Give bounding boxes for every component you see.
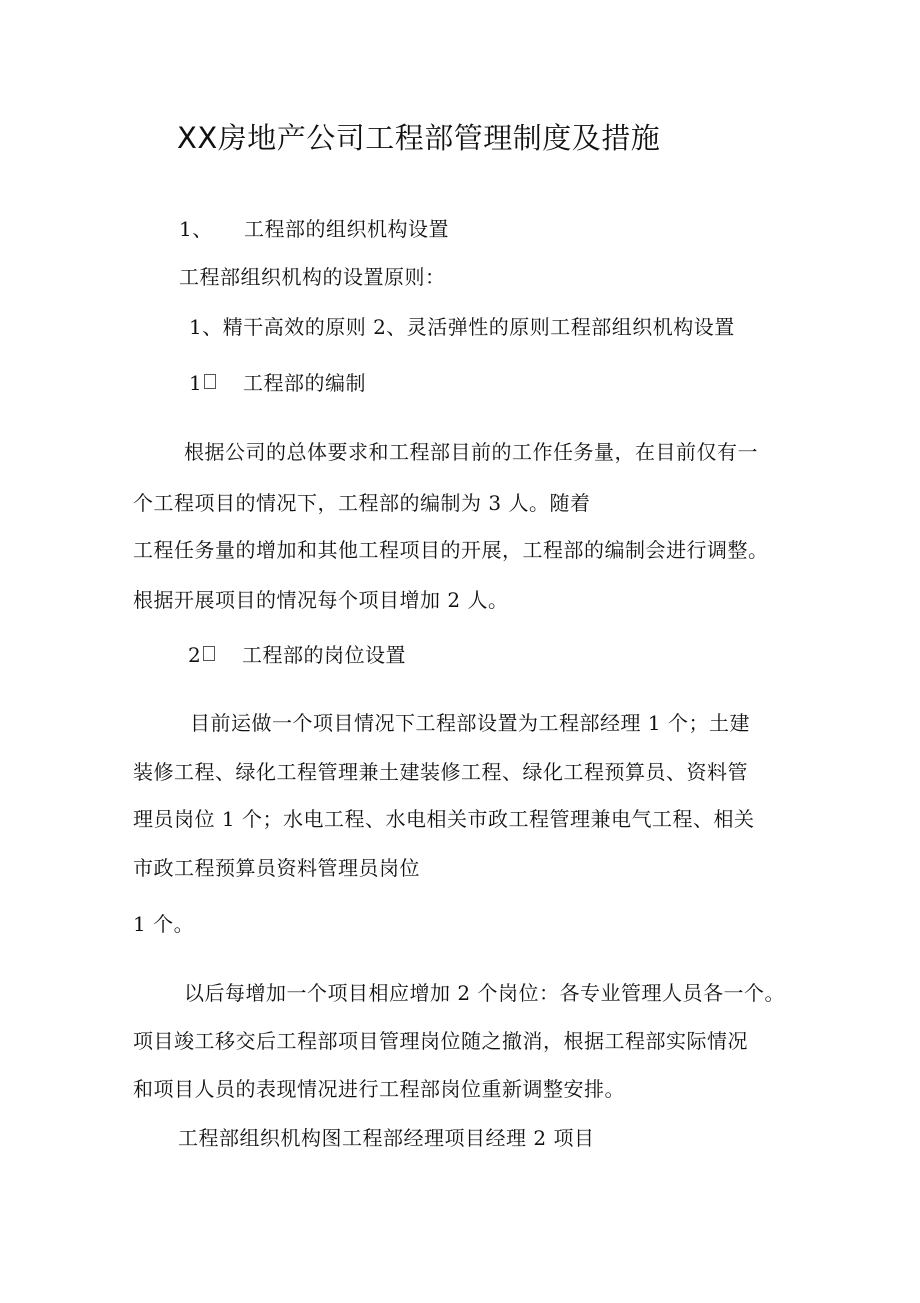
para3-line-3: 和项目人员的表现情况进行工程部岗位重新调整安排。 xyxy=(133,1077,625,1101)
section-1-number: 1、 xyxy=(179,217,213,241)
principles-intro: 工程部组织机构的设置原则： xyxy=(179,265,446,289)
document-title: XX房地产公司工程部管理制度及措施 xyxy=(177,121,661,155)
subsection-2-title: 工程部的岗位设置 xyxy=(242,643,406,667)
section-1-heading xyxy=(179,217,449,241)
principles-line: 1、精干高效的原则 2、灵活弹性的原则工程部组织机构设置 xyxy=(189,315,735,339)
para2-line-3: 理员岗位 1 个；水电工程、水电相关市政工程管理兼电气工程、相关 xyxy=(133,807,755,831)
missing-glyph-box-icon xyxy=(203,646,215,661)
subsection-2-heading xyxy=(188,643,406,667)
para1-line-2: 个工程项目的情况下，工程部的编制为 3 人。随着 xyxy=(133,491,591,515)
subsection-1-number: 1 xyxy=(189,371,203,395)
para3-line-2: 项目竣工移交后工程部项目管理岗位随之撤消，根据工程部实际情况 xyxy=(133,1029,748,1053)
subsection-1-heading xyxy=(189,371,366,395)
para2-line-5: 1 个。 xyxy=(133,912,195,936)
missing-glyph-box-icon xyxy=(204,374,216,389)
para1-line-1: 根据公司的总体要求和工程部目前的工作任务量，在目前仅有一 xyxy=(184,440,758,464)
para3-line-1: 以后每增加一个项目相应增加 2 个岗位：各专业管理人员各一个。 xyxy=(184,981,785,1005)
subsection-2-number: 2 xyxy=(188,643,202,667)
para2-line-2: 装修工程、绿化工程管理兼土建装修工程、绿化工程预算员、资料管 xyxy=(133,760,748,784)
para2-line-1: 目前运做一个项目情况下工程部设置为工程部经理 1 个；土建 xyxy=(190,711,750,735)
para1-line-4: 根据开展项目的情况每个项目增加 2 人。 xyxy=(133,588,509,612)
para2-line-4: 市政工程预算员资料管理员岗位 xyxy=(133,856,420,880)
section-1-title: 工程部的组织机构设置 xyxy=(244,217,449,241)
org-chart-line: 工程部组织机构图工程部经理项目经理 2 项目 xyxy=(178,1126,595,1150)
subsection-1-title: 工程部的编制 xyxy=(243,371,366,395)
para1-line-3: 工程任务量的增加和其他工程项目的开展，工程部的编制会进行调整。 xyxy=(133,538,769,562)
